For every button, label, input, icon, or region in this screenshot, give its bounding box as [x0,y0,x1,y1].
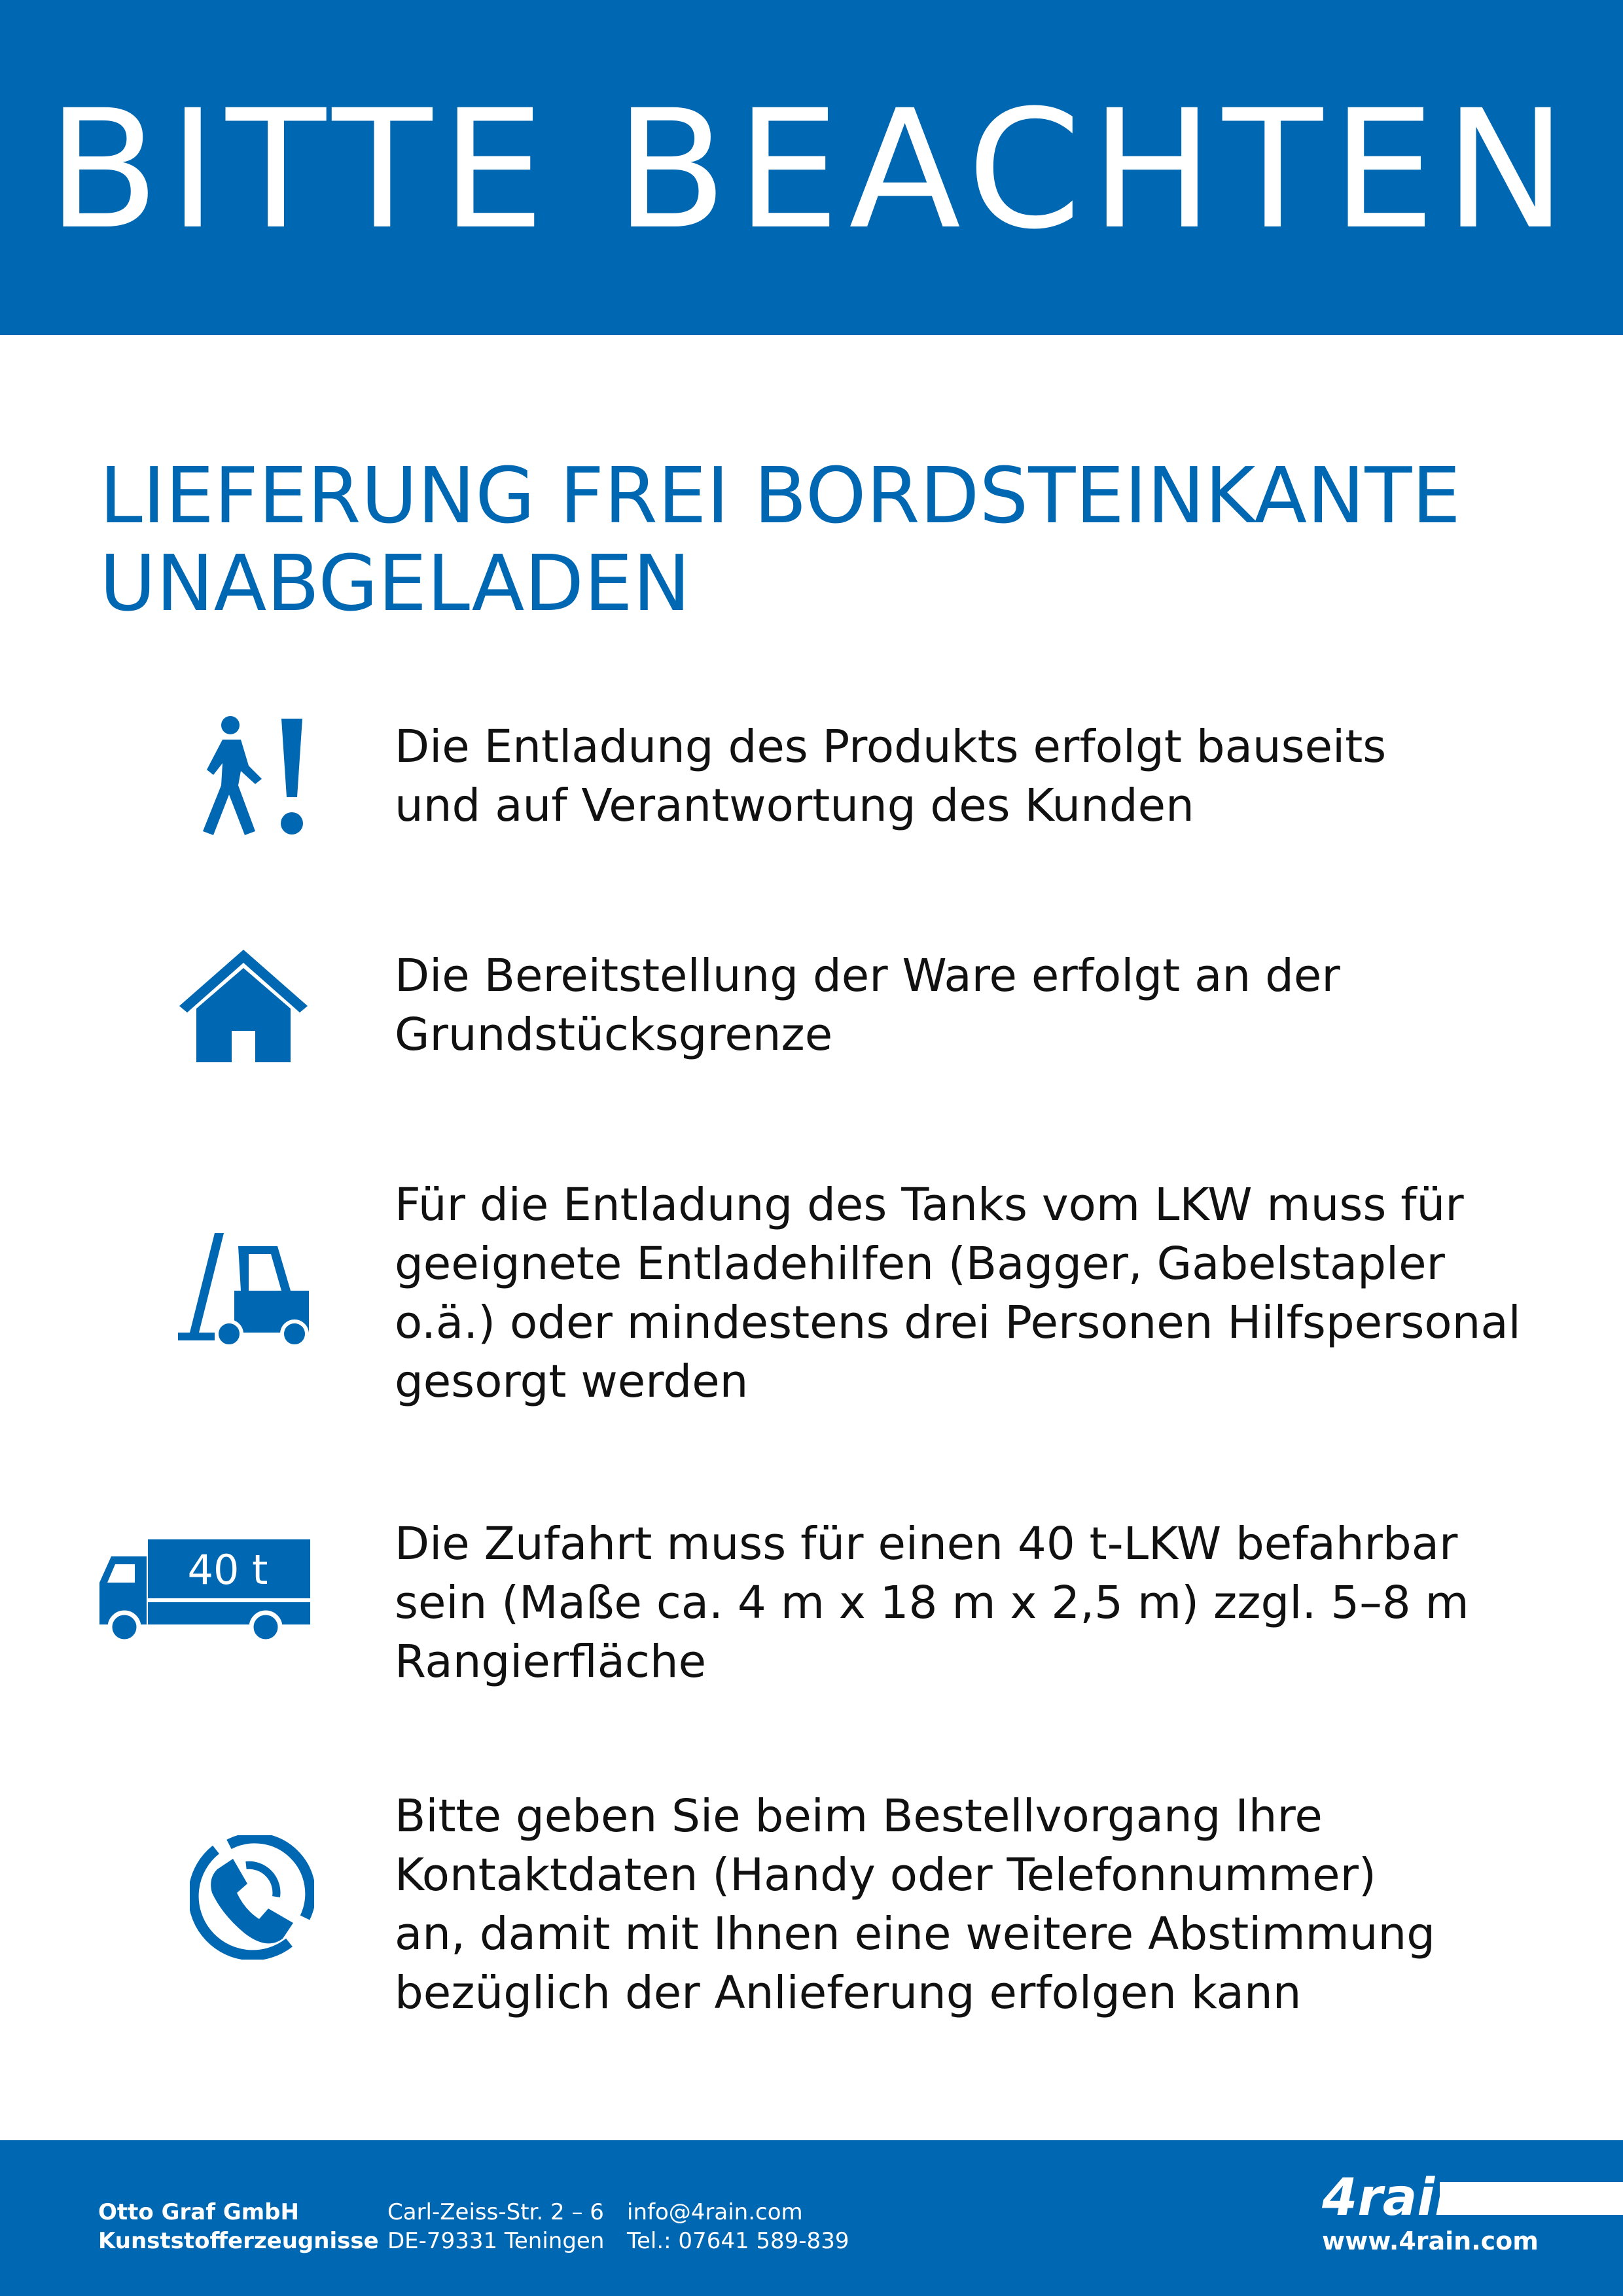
truck-icon [97,1537,313,1648]
notice-text [395,1515,1612,1691]
truck-weight-label: 40 t [187,1546,268,1594]
notice-line: Die Entladung des Produkts erfolgt bauseits [395,721,1387,773]
notice-line: o.ä.) oder mindestens drei Personen Hilfspersonal [395,1297,1521,1349]
notice-line: Die Bereitstellung der Ware erfolgt an der [395,950,1340,1002]
subtitle [99,452,1572,627]
address-street: Carl-Zeiss-Str. 2 – 6 [387,2199,604,2225]
company-subtitle: Kunststofferzeugnisse [98,2228,379,2254]
notice-line: Kontaktdaten (Handy oder Telefonnummer) [395,1849,1376,1901]
notice-text [395,1787,1612,2022]
notice-line: Die Zufahrt muss für einen 40 t-LKW befahrbar [395,1518,1458,1570]
notice-text [395,717,1612,835]
address-city: DE-79331 Teningen [387,2228,605,2254]
subtitle-line-1: LIEFERUNG FREI BORDSTEINKANTE [99,450,1461,541]
website-link[interactable]: www.4rain.com [1322,2227,1539,2255]
house-icon [177,946,311,1064]
page-title: BITTE BEACHTEN [46,75,1576,265]
logo-text: 4rain [1322,2172,1471,2227]
email-link[interactable]: info@4rain.com [627,2199,803,2225]
notice-line: Rangierfläche [395,1636,707,1688]
footer-contact [627,2198,849,2255]
notice-line: bezüglich der Anlieferung erfolgen kann [395,1967,1302,2019]
subtitle-line-2: UNABGELADEN [99,538,691,628]
notice-text [395,946,1612,1064]
notice-line: an, damit mit Ihnen eine weitere Abstimmung [395,1908,1436,1960]
forklift-icon [175,1230,313,1348]
phone-icon [190,1835,314,1960]
notice-line: Grundstücksgrenze [395,1009,833,1061]
notice-line: gesorgt werden [395,1355,749,1408]
notice-line: Bitte geben Sie beim Bestellvorgang Ihre [395,1790,1323,1842]
notice-line: Für die Entladung des Tanks vom LKW muss für [395,1179,1464,1231]
phone-number: Tel.: 07641 589-839 [627,2228,849,2254]
footer [0,2140,1623,2296]
notice-text [395,1175,1612,1411]
pedestrian-warning-icon [190,713,321,838]
footer-company [98,2198,379,2255]
company-name: Otto Graf GmbH [98,2199,299,2225]
notice-line: geeignete Entladehilfen (Bagger, Gabelstapler [395,1238,1445,1290]
footer-address [387,2198,604,2255]
header-banner [0,0,1623,335]
notice-line: sein (Maße ca. 4 m x 18 m x 2,5 m) zzgl. 5–8 m [395,1577,1469,1629]
notice-line: und auf Verantwortung des Kunden [395,780,1194,832]
